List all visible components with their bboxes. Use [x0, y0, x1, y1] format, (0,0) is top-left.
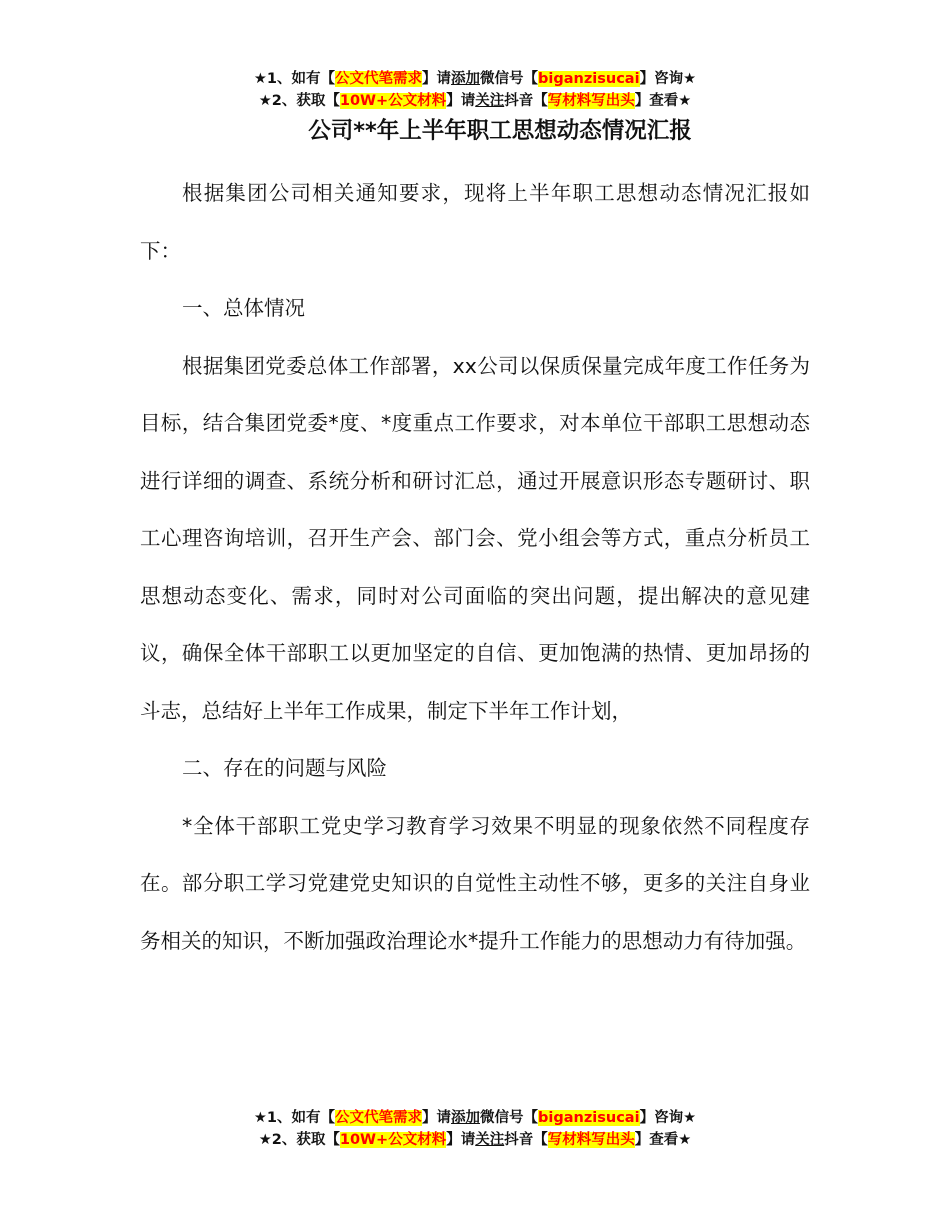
notice-text: 】请	[422, 1110, 452, 1126]
notice-text: 】查看★	[634, 93, 692, 109]
notice-text: ★1、如有【	[253, 1110, 336, 1126]
notice-text: 】请	[446, 1132, 476, 1148]
notice-highlight: 写材料写出头	[547, 1132, 635, 1148]
paragraph-problems: *全体干部职工党史学习教育学习效果不明显的现象依然不同程度存在。部分职工学习党建党史知识的自觉性主动性不够，更多的关注自身业务相关的知识，不断加强政治理论水*提升工作能力的思想动力有待加强。	[140, 813, 810, 953]
notice-highlight-wechat-id: biganzisucai	[538, 1110, 640, 1126]
notice-underlined-text: 关注	[475, 93, 505, 109]
notice-highlight: 10W+公文材料	[339, 93, 447, 109]
notice-highlight: 10W+公文材料	[339, 1132, 447, 1148]
notice-text: ★1、如有【	[253, 71, 336, 87]
notice-line-2	[0, 90, 950, 112]
notice-line-2	[0, 1129, 950, 1151]
notice-underlined-text: 关注	[475, 1132, 505, 1148]
notice-text: 】请	[422, 71, 452, 87]
notice-line-1	[0, 68, 950, 90]
footer-notice	[0, 1107, 950, 1151]
notice-highlight-wechat-id: biganzisucai	[538, 71, 640, 87]
notice-underlined-text: 添加	[451, 71, 481, 87]
section-heading-problems: 二、存在的问题与风险	[182, 756, 387, 780]
notice-text: 微信号【	[480, 1110, 539, 1126]
paragraph-overall: 根据集团党委总体工作部署，xx公司以保质保量完成年度工作任务为目标，结合集团党委*度、*度重点工作要求，对本单位干部职工思想动态进行详细的调查、系统分析和研讨汇总，通过开展意识形态专题研讨、职工心理咨询培训，召开生产会、部门会、党小组会等方式，重点分析员工思想动态变化、需求，同时对公司面临的突出问题，提出解决的意见建议，确保全体干部职工以更加坚定的自信、更加饱满的热情、更加昂扬的斗志，总结好上半年工作成果，制定下半年工作计划，	[140, 353, 810, 723]
document-body	[140, 165, 810, 970]
notice-underlined-text: 添加	[451, 1110, 481, 1126]
notice-highlight: 公文代笔需求	[335, 71, 423, 87]
header-notice	[0, 68, 950, 112]
notice-text: 微信号【	[480, 71, 539, 87]
notice-highlight: 写材料写出头	[547, 93, 635, 109]
notice-text: 】请	[446, 93, 476, 109]
notice-text: 抖音【	[504, 93, 548, 109]
notice-highlight: 公文代笔需求	[335, 1110, 423, 1126]
notice-line-1	[0, 1107, 950, 1129]
notice-text: ★2、获取【	[258, 1132, 340, 1148]
document-title: 公司**年上半年职工思想动态情况汇报	[308, 118, 692, 144]
notice-text: 抖音【	[504, 1132, 548, 1148]
notice-text: 】查看★	[634, 1132, 692, 1148]
notice-text: 】咨询★	[639, 1110, 697, 1126]
section-heading-overall: 一、总体情况	[182, 296, 305, 320]
notice-text: ★2、获取【	[258, 93, 340, 109]
paragraph-intro: 根据集团公司相关通知要求，现将上半年职工思想动态情况汇报如下：	[140, 181, 810, 263]
notice-text: 】咨询★	[639, 71, 697, 87]
